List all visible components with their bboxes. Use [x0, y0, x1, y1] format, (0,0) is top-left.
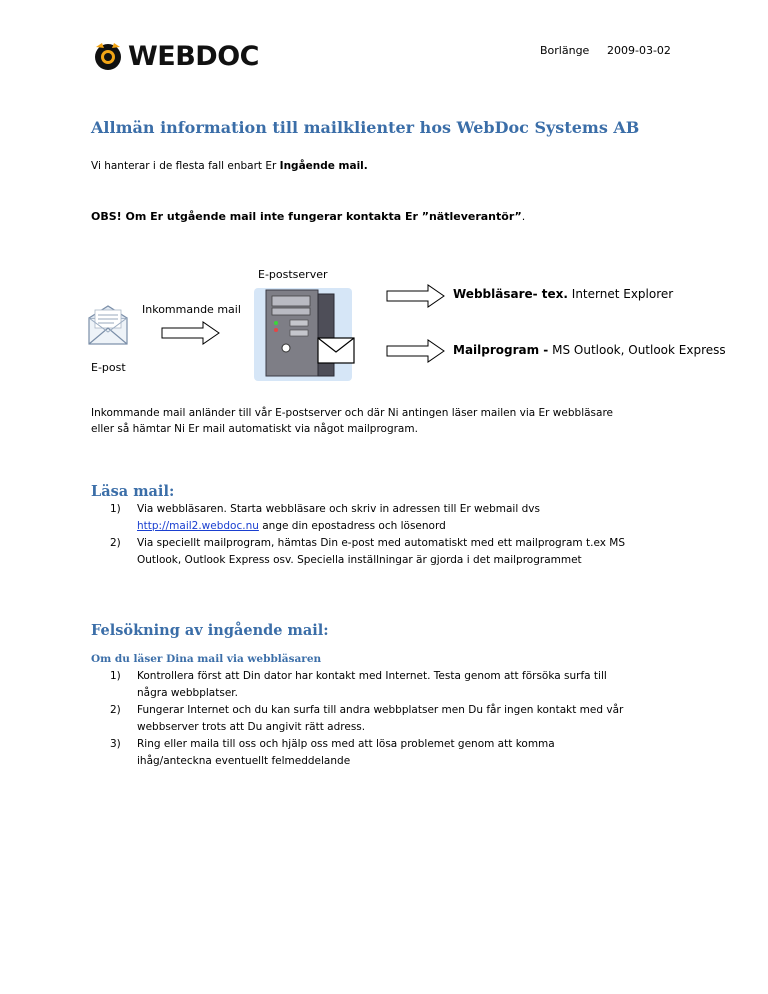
list-item-text: Ring eller maila till oss och hjälp oss med att lösa problemet genom att komma — [137, 738, 555, 750]
intro-bold: Ingående mail. — [279, 160, 368, 172]
webdoc-logo — [91, 38, 281, 74]
list-item-number: 1) — [110, 503, 121, 515]
list-item — [110, 668, 690, 702]
list-item — [110, 535, 690, 569]
read-mail-list — [110, 501, 690, 569]
browser-arrow-icon — [386, 284, 446, 308]
explanation-line-2: eller så hämtar Ni Er mail automatiskt via något mailprogram. — [91, 423, 418, 435]
explanation — [91, 405, 691, 437]
browser-destination-bold: Webbläsare- tex. — [453, 287, 568, 301]
obs-bold: OBS! Om Er utgående mail inte fungerar kontakta Er ”nätleverantör” — [91, 210, 522, 223]
webmail-link[interactable]: http://mail2.webdoc.nu — [137, 520, 259, 532]
list-item-text: Via webbläsaren. Starta webbläsare och skriv in adressen till Er webmail dvs — [137, 503, 540, 515]
list-item-text: Outlook, Outlook Express osv. Speciella inställningar är gjorda i det mailprogrammet — [137, 554, 582, 566]
list-item-text: ihåg/anteckna eventuellt felmeddelande — [137, 755, 351, 767]
list-item-text-rest: ange din epostadress och lösenord — [258, 520, 446, 532]
header-location: Borlänge — [540, 44, 590, 57]
logo-text: WEBDOC — [128, 40, 259, 72]
list-item-number: 2) — [110, 704, 121, 716]
troubleshoot-list — [110, 668, 690, 770]
server-icon — [250, 284, 356, 384]
webdoc-logo-icon — [91, 39, 125, 73]
incoming-label: Inkommande mail — [142, 303, 241, 316]
intro-text — [91, 158, 368, 174]
list-item — [110, 702, 690, 736]
email-label: E-post — [91, 361, 126, 374]
list-item-text: Kontrollera först att Din dator har kontakt med Internet. Testa genom att försöka surfa till — [137, 670, 607, 682]
header-date: 2009-03-02 — [607, 44, 671, 57]
list-item — [110, 501, 690, 535]
troubleshoot-subheading: Om du läser Dina mail via webbläsaren — [91, 653, 322, 665]
list-item — [110, 736, 690, 770]
list-item-number: 3) — [110, 738, 121, 750]
mailprogram-destination-bold: Mailprogram - — [453, 343, 549, 357]
mailprogram-arrow-icon — [386, 339, 446, 363]
read-mail-heading: Läsa mail: — [91, 483, 175, 500]
explanation-line-1: Inkommande mail anländer till vår E-postserver och där Ni antingen läser mailen via Er webbläsare — [91, 407, 613, 419]
list-item-text: Via speciellt mailprogram, hämtas Din e-post med automatiskt med ett mailprogram t.ex MS — [137, 537, 626, 549]
mailprogram-destination-rest: MS Outlook, Outlook Express — [548, 343, 726, 357]
list-item-text: Fungerar Internet och du kan surfa till andra webbplatser men Du får ingen kontakt med vår — [137, 704, 624, 716]
obs-notice — [91, 210, 525, 223]
browser-destination — [453, 287, 673, 301]
troubleshoot-heading: Felsökning av ingående mail: — [91, 622, 329, 639]
list-item-number: 1) — [110, 670, 121, 682]
incoming-arrow-icon — [161, 321, 221, 345]
list-item-text: webbserver trots att Du angivit rätt adress. — [137, 721, 366, 733]
obs-suffix: . — [521, 210, 526, 223]
list-item-number: 2) — [110, 537, 121, 549]
browser-destination-rest: Internet Explorer — [567, 287, 674, 301]
mailprogram-destination — [453, 343, 726, 357]
server-label: E-postserver — [258, 268, 328, 281]
envelope-icon — [86, 304, 130, 348]
page-title: Allmän information till mailklienter hos WebDoc Systems AB — [91, 118, 640, 137]
intro-prefix: Vi hanterar i de flesta fall enbart Er — [91, 160, 280, 172]
list-item-text: några webbplatser. — [137, 687, 238, 699]
